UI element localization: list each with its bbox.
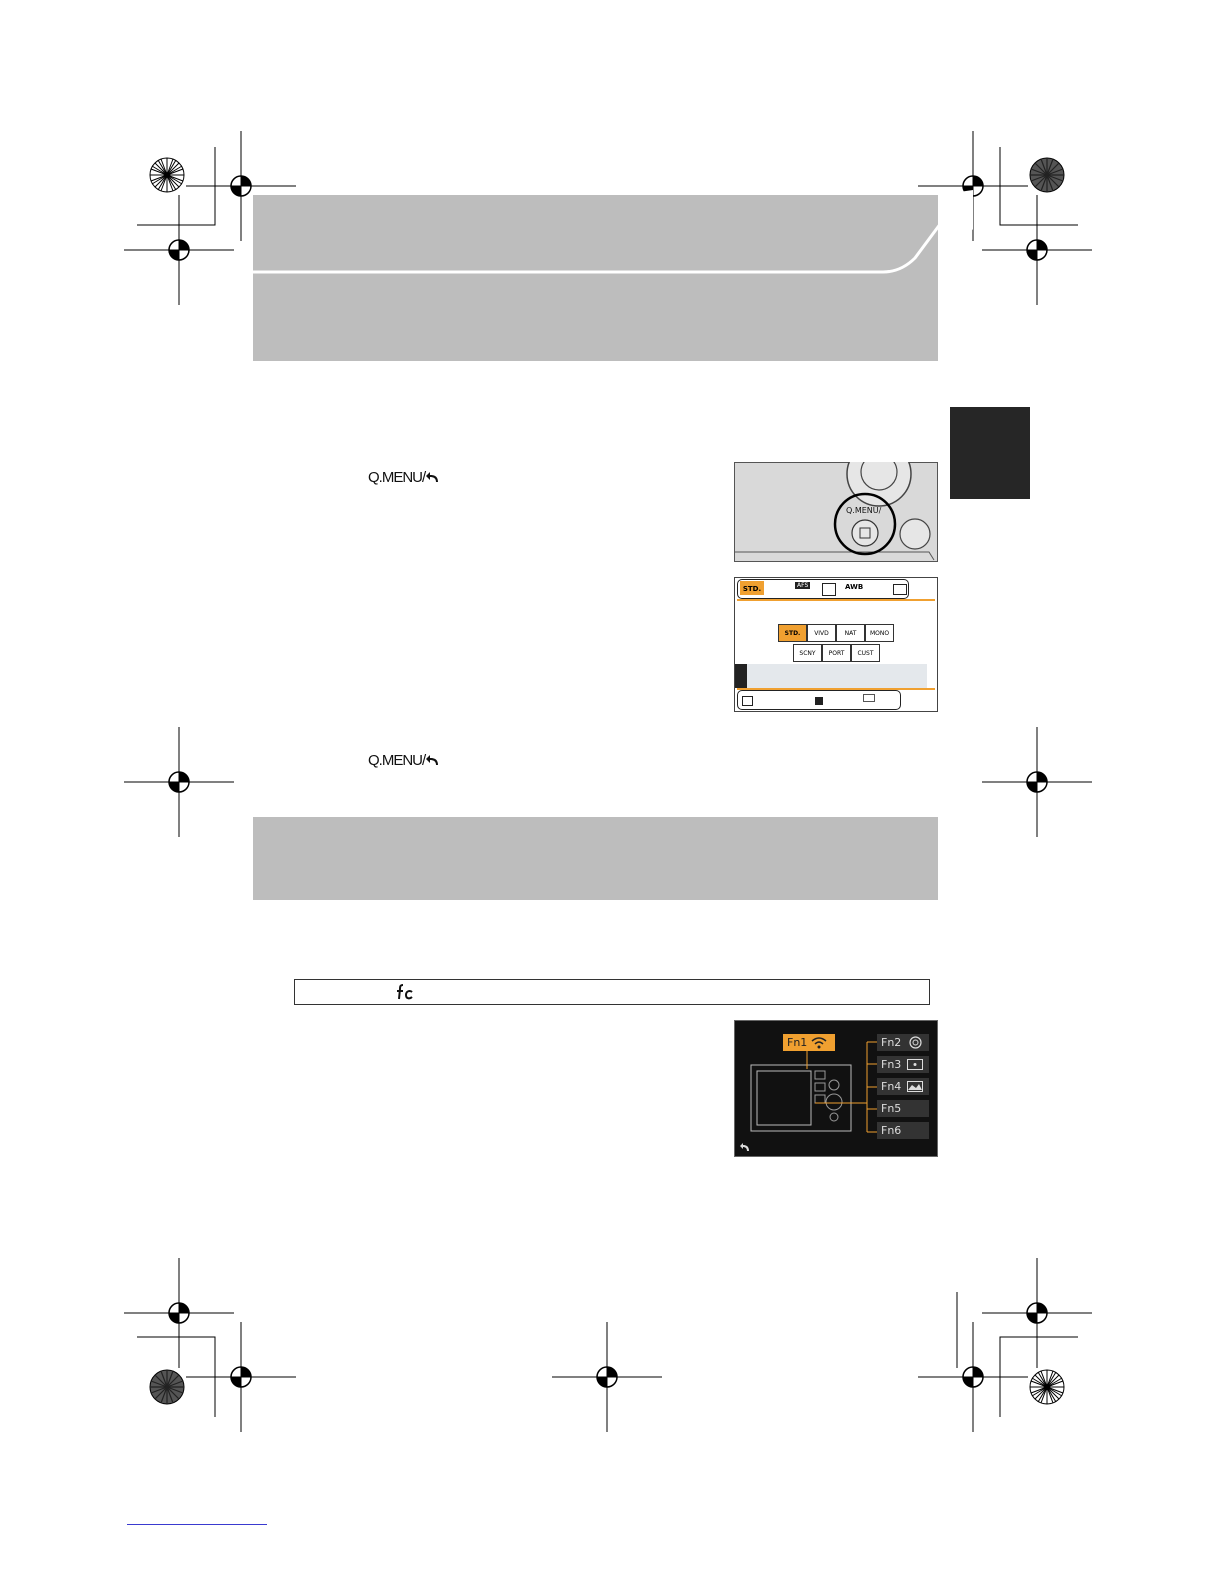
return-arrow-icon: [425, 471, 441, 485]
style-cust: CUST: [851, 644, 880, 662]
return-arrow-icon: [425, 754, 441, 768]
camera-back-illustration: [734, 462, 938, 562]
fn2-aperture-icon: [909, 1036, 922, 1049]
qmenu-button-glyph-1: [368, 469, 441, 486]
exposure-icon: [815, 697, 823, 705]
orange-strip: [737, 599, 935, 601]
style-port: PORT: [822, 644, 851, 662]
top-icon-afs: AFS: [797, 582, 809, 589]
fn3-wireless-icon: [907, 1059, 923, 1070]
style-std: STD.: [778, 624, 807, 642]
fn4-panorama-icon: [907, 1081, 923, 1092]
fn6-item: [877, 1122, 929, 1139]
quick-menu-screen: [734, 577, 938, 712]
menu-path-box: [294, 979, 930, 1005]
qmenu-button-label: Q.MENU/: [368, 469, 426, 486]
fn-button-screen: [734, 1020, 938, 1157]
fn3-label: Fn3: [881, 1058, 902, 1071]
chapter-tab: [950, 407, 1030, 499]
style-panel-footer: [747, 664, 927, 688]
qmenu-button-glyph-2: [368, 752, 441, 769]
style-scny: SCNY: [793, 644, 822, 662]
style-mono: MONO: [865, 624, 894, 642]
top-icon-grid: [893, 584, 907, 595]
illustration-qmenu-text: Q.MENU/: [846, 506, 882, 515]
top-icon-awb: AWB: [845, 583, 864, 591]
qmenu-button-label-2: Q.MENU/: [368, 752, 426, 769]
fn1-label: Fn1: [783, 1034, 835, 1051]
top-icon-std: STD.: [740, 581, 764, 595]
metering-icon: [742, 696, 753, 706]
style-nat: NAT: [836, 624, 865, 642]
fn2-label: Fn2: [881, 1036, 902, 1049]
footer-link-underline: [127, 1524, 267, 1525]
back-icon[interactable]: [739, 1142, 751, 1153]
fn4-label: Fn4: [881, 1080, 902, 1093]
fn6-label: Fn6: [881, 1124, 902, 1137]
top-icon-blank: [822, 583, 836, 596]
style-vivd: VIVD: [807, 624, 836, 642]
header-band-curve: [253, 190, 973, 280]
section-band: [253, 817, 938, 900]
custom-menu-icon: [395, 983, 415, 1001]
left-dark-bar: [735, 664, 747, 688]
fn5-item: [877, 1100, 929, 1117]
fn5-label: Fn5: [881, 1102, 902, 1115]
bottom-badge-icon: [863, 694, 875, 702]
